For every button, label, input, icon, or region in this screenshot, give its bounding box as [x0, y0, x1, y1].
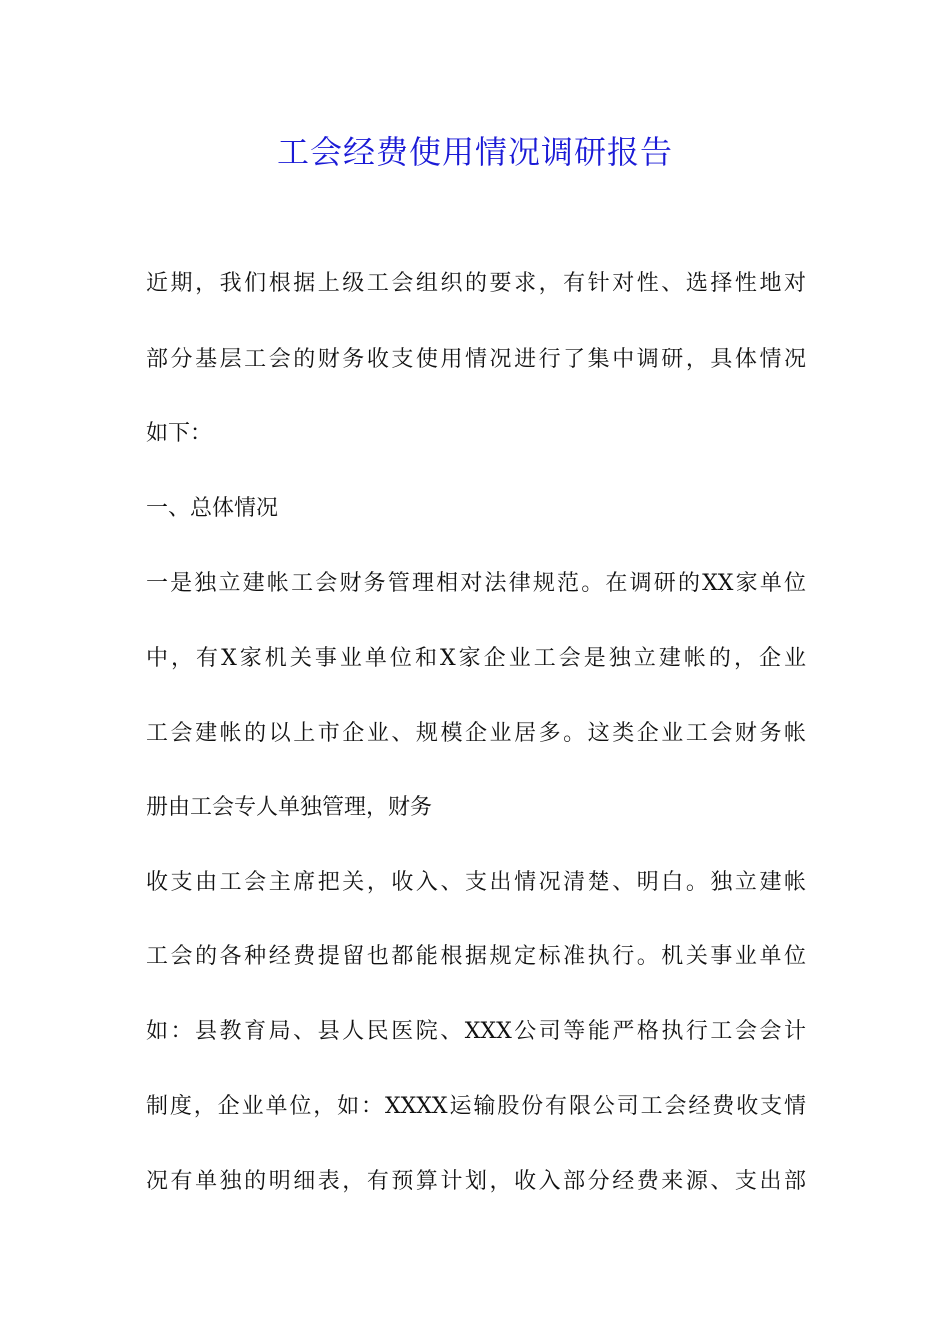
body-line-6: 中，有X家机关事业单位和X家企业工会是独立建帐的，企业: [146, 646, 806, 671]
body-line-10: 工会的各种经费提留也都能根据规定标准执行。机关事业单位: [146, 944, 806, 969]
body-line-12: 制度，企业单位，如：XXXX运输股份有限公司工会经费收支情: [146, 1094, 806, 1119]
document-title: 工会经费使用情况调研报告: [276, 133, 673, 171]
body-line-2: 部分基层工会的财务收支使用情况进行了集中调研，具体情况: [146, 347, 806, 372]
body-line-7: 工会建帐的以上市企业、规模企业居多。这类企业工会财务帐: [146, 721, 806, 746]
body-line-8: 册由工会专人单独管理，财务: [146, 795, 433, 820]
section-heading-overview: 一、总体情况: [146, 496, 279, 521]
body-line-5: 一是独立建帐工会财务管理相对法律规范。在调研的XX家单位: [146, 571, 806, 596]
body-line-3: 如下：: [146, 421, 213, 446]
body-line-11: 如：县教育局、县人民医院、XXX公司等能严格执行工会会计: [146, 1019, 806, 1044]
body-line-13: 况有单独的明细表，有预算计划，收入部分经费来源、支出部: [146, 1169, 806, 1194]
body-line-9: 收支由工会主席把关，收入、支出情况清楚、明白。独立建帐: [146, 870, 806, 895]
body-line-1: 近期，我们根据上级工会组织的要求，有针对性、选择性地对: [146, 271, 806, 296]
